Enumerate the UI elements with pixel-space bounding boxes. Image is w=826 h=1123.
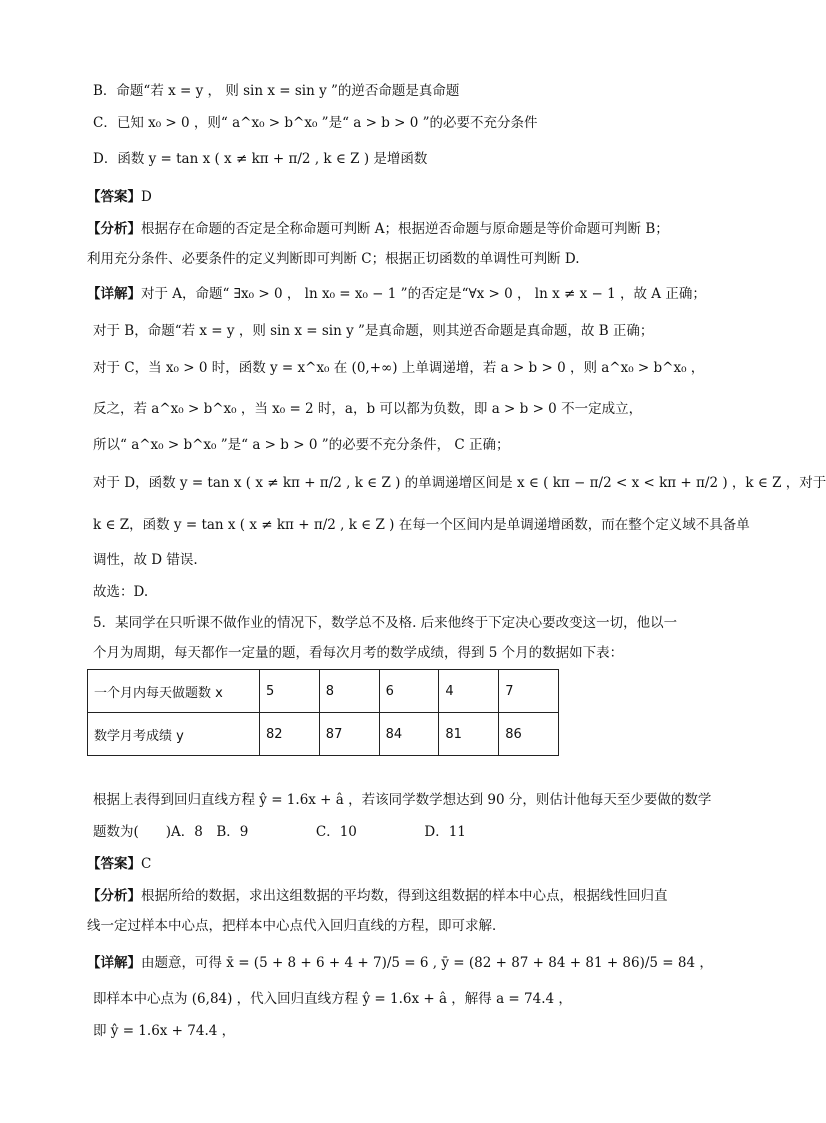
question-5-line-3: 根据上表得到回归直线方程 ŷ = 1.6x + â ，若该同学数学想达到 90 分，则估计他每天至少要做的数学 [93,792,712,808]
detail-d-2: k ∈ Z，函数 y = tan x ( x ≠ kπ + π/2 , k ∈ Z ) 在每一个区间内是单调递增函数，而在整个定义域不具备单 [93,517,750,533]
analysis-text: 根据所给的数据，求出这组数据的平均数，得到这组数据的样本中心点，根据线性回归直 [141,888,668,904]
table-cell: 5 [260,670,320,713]
table-row [88,670,559,713]
analysis-line-2: 利用充分条件、必要条件的定义判断即可判断 C；根据正切函数的单调性可判断 D. [87,251,580,267]
detail-line-2 [87,952,713,974]
detail-text: 由题意，可得 x̄ = (5 + 8 + 6 + 4 + 7)/5 = 6 , ȳ = (82 + 87 + 84 + 81 + 86)/5 = 84 ， [141,955,713,971]
answer-value: C [141,856,152,872]
table-cell: 84 [379,713,439,756]
detail-tag: 【详解】 [87,955,141,971]
detail-b: 对于 B，命题“若 x = y ，则 sin x = sin y ”是真命题，则其逆否命题是真命题，故 B 正确； [93,323,654,339]
table-cell: 6 [379,670,439,713]
detail-equation: 即 ŷ = 1.6x + 74.4 ， [93,1023,236,1039]
answer-value: D [141,189,152,205]
table-row-label: 数学月考成绩 y [88,713,260,756]
detail-center: 即样本中心点为 (6,84) ，代入回归直线方程 ŷ = 1.6x + â ，解得 a = 74.4 ， [93,991,572,1007]
analysis-line-3 [87,887,699,905]
answer-line [87,188,699,206]
table-cell: 81 [439,713,499,756]
detail-c: 对于 C，当 x₀ > 0 时，函数 y = x^x₀ 在 (0,+∞) 上单调递增，若 a > b > 0 ，则 a^x₀ > b^x₀ ， [93,360,705,376]
analysis-tag: 【分析】 [87,888,141,904]
table-row-label: 一个月内每天做题数 x [88,670,260,713]
detail-d-3: 调性，故 D 错误. [93,552,198,568]
table-cell: 87 [319,713,379,756]
analysis-tag: 【分析】 [87,221,141,237]
detail-c-converse: 反之，若 a^x₀ > b^x₀ ，当 x₀ = 2 时，a，b 可以都为负数，即 a > b > 0 不一定成立， [93,401,643,417]
answer-tag: 【答案】 [87,189,141,205]
table-cell: 86 [499,713,559,756]
analysis-line [87,220,699,238]
detail-tag: 【详解】 [87,286,141,302]
table-cell: 82 [260,713,320,756]
choice-line: 故选：D. [93,584,149,600]
option-c: C．已知 x₀ > 0 ，则“ a^x₀ > b^x₀ ”是“ a > b > 0 ”的必要不充分条件 [93,115,538,131]
table-cell: 4 [439,670,499,713]
detail-d: 对于 D，函数 y = tan x ( x ≠ kπ + π/2 , k ∈ Z ) 的单调递增区间是 x ∈ ( kπ − π/2 < x < kπ + π/2 ) ，k ∈ Z ，对于 [93,475,826,491]
table-cell: 8 [319,670,379,713]
question-5: 5．某同学在只听课不做作业的情况下，数学总不及格. 后来他终于下定决心要改变这一切，他以一 [93,615,678,631]
question-5-options: 题数为( )A．8 B．9 C．10 D．11 [93,824,466,840]
answer-tag: 【答案】 [87,856,141,872]
detail-c-conclusion: 所以“ a^x₀ > b^x₀ ”是“ a > b > 0 ”的必要不充分条件， C 正确； [93,437,510,453]
data-table [87,669,559,756]
table-cell: 7 [499,670,559,713]
option-d: D．函数 y = tan x ( x ≠ kπ + π/2 , k ∈ Z ) 是增函数 [93,151,428,167]
analysis-line-4: 线一定过样本中心点，把样本中心点代入回归直线的方程，即可求解． [87,918,506,934]
analysis-text: 根据存在命题的否定是全称命题可判断 A；根据逆否命题与原命题是等价命题可判断 B； [141,221,669,237]
answer-line-2 [87,855,699,873]
detail-line [87,285,706,303]
table-row [88,713,559,756]
detail-text: 对于 A，命题“ ∃x₀ > 0 ， ln x₀ = x₀ − 1 ”的否定是“∀x > 0 ， ln x ≠ x − 1 ，故 A 正确； [141,286,706,302]
option-b: B．命题“若 x = y ， 则 sin x = sin y ”的逆否命题是真命题 [93,83,460,99]
question-5-line-2: 个月为周期，每天都作一定量的题，看每次月考的数学成绩，得到 5 个月的数据如下表： [93,645,624,661]
